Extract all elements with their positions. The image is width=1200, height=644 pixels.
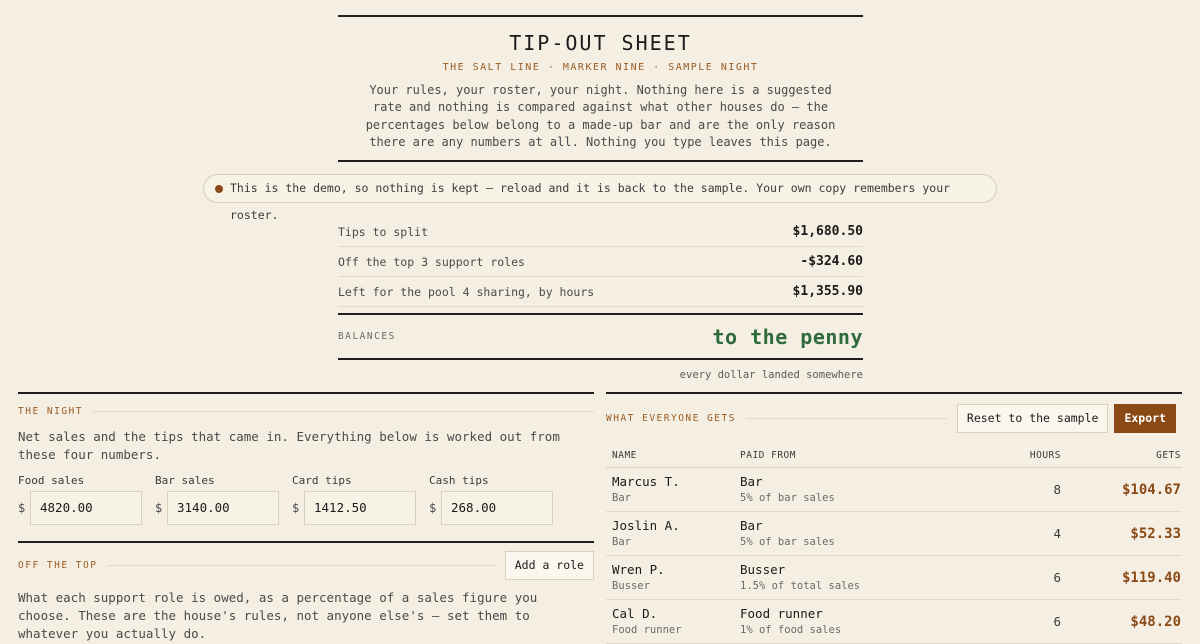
- hours-value: 6: [1053, 570, 1061, 585]
- summary-row: [338, 217, 863, 247]
- gets-value: $119.40: [1121, 569, 1181, 586]
- staff-role: Busser: [612, 579, 650, 592]
- hours-value: 4: [1053, 526, 1061, 541]
- payout-table: [606, 444, 1182, 644]
- summary-row: [338, 277, 863, 307]
- summary-value: -$324.60: [800, 254, 863, 269]
- results-panel: [606, 392, 1182, 644]
- gets-value: $104.67: [1121, 481, 1181, 498]
- col-paid-from: PAID FROM: [740, 450, 796, 461]
- table-row[interactable]: [606, 600, 1182, 644]
- staff-role: Bar: [612, 491, 631, 504]
- night-heading: THE NIGHT: [18, 405, 83, 417]
- gets-section-header: [606, 392, 1182, 442]
- page-subtitle: THE SALT LINE · MARKER NINE · SAMPLE NIGHT: [442, 62, 759, 73]
- paid-from: Bar: [740, 517, 763, 533]
- summary-value: $1,680.50: [792, 224, 863, 239]
- summary-label: Left for the pool 4 sharing, by hours: [338, 284, 595, 299]
- hours-value: 6: [1053, 614, 1061, 629]
- bar-sales-field: [155, 474, 292, 525]
- paid-from: Food runner: [740, 605, 823, 621]
- divider: [107, 565, 494, 566]
- currency-symbol: $: [18, 501, 26, 515]
- demo-notice: [203, 174, 997, 222]
- hours-value: 8: [1053, 482, 1061, 497]
- summary-panel: [338, 217, 863, 381]
- table-row[interactable]: [606, 468, 1182, 512]
- gets-value: $48.20: [1130, 613, 1181, 630]
- staff-role: Food runner: [612, 623, 682, 636]
- staff-name: Cal D.: [612, 605, 658, 621]
- col-name: NAME: [612, 450, 637, 461]
- summary-value: $1,355.90: [792, 284, 863, 299]
- pay-rule: 5% of bar sales: [740, 491, 835, 504]
- pay-rule: 1% of food sales: [740, 623, 842, 636]
- pay-rule: 1.5% of total sales: [740, 579, 861, 592]
- night-description: Net sales and the tips that came in. Everything below is worked out from these four numbers.: [18, 429, 560, 462]
- paid-from: Busser: [740, 561, 786, 577]
- off-top-heading: OFF THE TOP: [18, 559, 98, 571]
- balance-status: to the penny: [712, 324, 863, 349]
- balance-label: BALANCES: [338, 331, 396, 342]
- page-title: TIP-OUT SHEET: [509, 31, 692, 55]
- staff-name: Wren P.: [612, 561, 665, 577]
- divider: [746, 418, 947, 419]
- summary-row: [338, 247, 863, 277]
- col-hours: HOURS: [1029, 450, 1061, 461]
- export-button[interactable]: Export: [1114, 404, 1176, 433]
- col-gets: GETS: [1156, 450, 1181, 461]
- field-label: Bar sales: [155, 474, 215, 487]
- gets-value: $52.33: [1130, 525, 1181, 542]
- currency-symbol: $: [429, 501, 437, 515]
- staff-name: Marcus T.: [612, 473, 680, 489]
- card-tips-field: [292, 474, 429, 525]
- reset-button[interactable]: Reset to the sample: [957, 404, 1109, 433]
- divider: [93, 411, 594, 412]
- food-sales-input[interactable]: 4820.00: [30, 491, 142, 525]
- add-role-button[interactable]: Add a role: [505, 551, 594, 580]
- inputs-panel: [18, 392, 594, 643]
- balance-row: [338, 313, 863, 360]
- card-tips-input[interactable]: 1412.50: [304, 491, 416, 525]
- intro-text: Your rules, your roster, your night. Nothing here is a suggested rate and nothing is compared against what other houses do — the percentages below belong to a made-up bar and are the only reason there are any numbers at all. Nothing you type leaves this page.: [365, 83, 836, 149]
- night-section-header: [18, 392, 594, 428]
- summary-label: Tips to split: [338, 224, 429, 239]
- table-row[interactable]: [606, 556, 1182, 600]
- landed-note: every dollar landed somewhere: [679, 369, 863, 381]
- night-fields: [18, 474, 594, 525]
- table-row[interactable]: [606, 512, 1182, 556]
- notice-dot-icon: [215, 185, 223, 193]
- paid-from: Bar: [740, 473, 763, 489]
- notice-text: This is the demo, so nothing is kept — reload and it is back to the sample. Your own copy remembers your roster.: [230, 181, 951, 222]
- field-label: Cash tips: [429, 474, 489, 487]
- staff-name: Joslin A.: [612, 517, 680, 533]
- table-header: [606, 444, 1182, 468]
- off-top-section-header: [18, 541, 594, 587]
- currency-symbol: $: [155, 501, 163, 515]
- summary-label: Off the top 3 support roles: [338, 254, 525, 269]
- page-header: [338, 15, 863, 162]
- field-label: Card tips: [292, 474, 352, 487]
- cash-tips-field: [429, 474, 566, 525]
- gets-heading: WHAT EVERYONE GETS: [606, 412, 736, 424]
- currency-symbol: $: [292, 501, 300, 515]
- cash-tips-input[interactable]: 268.00: [441, 491, 553, 525]
- pay-rule: 5% of bar sales: [740, 535, 835, 548]
- bar-sales-input[interactable]: 3140.00: [167, 491, 279, 525]
- food-sales-field: [18, 474, 155, 525]
- field-label: Food sales: [18, 474, 85, 487]
- staff-role: Bar: [612, 535, 631, 548]
- off-top-description: What each support role is owed, as a percentage of a sales figure you choose. These are the house's rules, not anyone else's — set them to whatever you actually do.: [18, 590, 538, 641]
